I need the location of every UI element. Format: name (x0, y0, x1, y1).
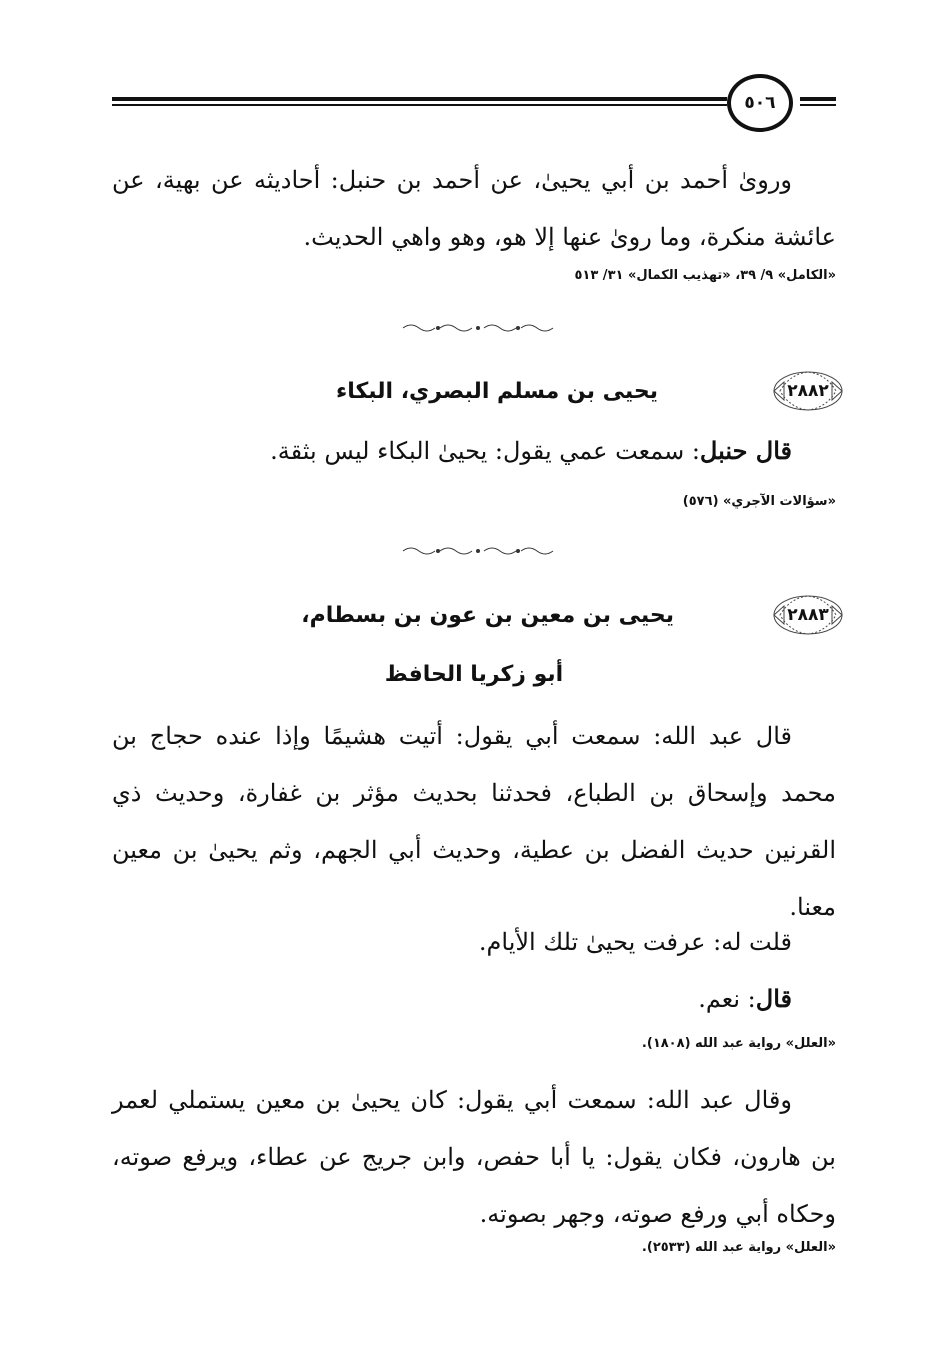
page-header (0, 70, 936, 140)
entry-paragraph: قال عبد الله: سمعت أبي يقول: أتيت هشيمًا وإذا عنده حجاج بن محمد وإسحاق بن الطباع، فحدثنا بحديث مؤثر بن غفارة، وحديث ذي القرنين حديث الفضل بن عطية، وحديث أبي الجهم، وثم يحيىٰ بن معين معنا. (112, 722, 837, 921)
speaker-label: قال حنبل (699, 436, 792, 465)
page-number: ٥٠٦ (744, 93, 776, 113)
page-number-badge (727, 74, 793, 132)
entry-number: ٢٨٨٢ (787, 381, 829, 401)
header-rule-tail (800, 97, 836, 109)
entry-title: يحيى بن معين بن عون بن بسطام، (301, 603, 674, 628)
entry-source-citation: «العلل» رواية عبد الله (٢٥٣٣). (641, 1240, 836, 1255)
ornament-divider (398, 545, 558, 557)
entry-number: ٢٨٨٣ (787, 605, 829, 625)
entry-paragraph: وقال عبد الله: سمعت أبي يقول: كان يحيىٰ بن معين يستملي لعمر بن هارون، فكان يقول: يا أبا حفص، وابن جريج عن عطاء، ويرفع صوته، وحكاه أبي ورفع صوته، وجهر بصوته. (112, 1086, 836, 1228)
quote-text: : نعم. (698, 985, 756, 1013)
speaker-label: قال (755, 984, 792, 1013)
quote-text: : سمعت عمي يقول: يحيىٰ البكاء ليس بثقة. (270, 437, 700, 465)
header-double-rule (112, 97, 727, 109)
ornament-divider (398, 322, 558, 334)
intro-paragraph: ورویٰ أحمد بن أبي يحيىٰ، عن أحمد بن حنبل: أحاديثه عن بهية، عن عائشة منكرة، وما رویٰ عنها إلا هو، وهو واهي الحديث. (112, 166, 836, 251)
entry-paragraph: قلت له: عرفت يحيىٰ تلك الأيام. (478, 928, 792, 956)
entry-title: يحيى بن مسلم البصري، البكاء (335, 379, 658, 404)
entry-paragraph (112, 970, 836, 1028)
entry-source-citation: «العلل» رواية عبد الله (١٨٠٨). (641, 1036, 836, 1051)
intro-source-citation: «الكامل» ٩/ ٣٩، «تهذيب الكمال» ٣١/ ٥١٣ (574, 268, 836, 283)
entry-source-citation: «سؤالات الآجري» (٥٧٦) (682, 494, 836, 509)
entry-subtitle: أبو زكريا الحافظ (384, 662, 564, 687)
entry-paragraph (112, 422, 836, 480)
